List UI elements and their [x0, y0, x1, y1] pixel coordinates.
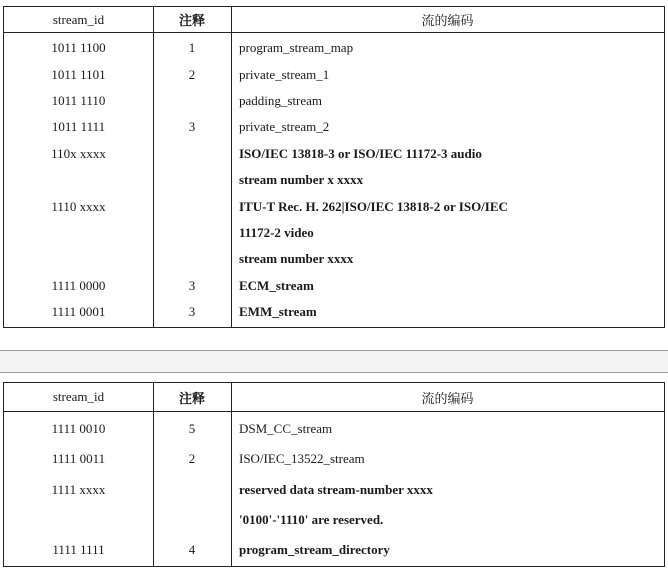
table-row — [4, 273, 664, 299]
note-cell — [153, 193, 231, 219]
table-row — [4, 505, 664, 535]
encoding-cell: ISO/IEC_13522_stream — [239, 451, 365, 467]
table-row — [4, 299, 664, 325]
stream-id-cell — [4, 246, 153, 272]
stream-id-cell: 110x xxxx — [51, 145, 106, 161]
encoding-cell: private_stream_1 — [239, 66, 330, 82]
encoding-cell: stream number xxxx — [239, 251, 354, 267]
stream-id-cell: 1011 1110 — [51, 92, 106, 108]
table-row — [4, 114, 664, 140]
stream-id-cell: 1111 0000 — [51, 277, 106, 293]
table-row — [4, 193, 664, 219]
encoding-cell: '0100'-'1110' are reserved. — [239, 512, 384, 528]
table-row — [4, 535, 664, 565]
stream-id-cell — [4, 220, 153, 246]
note-cell: 1 — [188, 40, 196, 56]
encoding-cell: private_stream_2 — [239, 119, 330, 135]
note-cell — [153, 246, 231, 272]
note-cell: 3 — [188, 119, 196, 135]
header-stream-id: stream_id — [52, 11, 105, 27]
encoding-cell: DSM_CC_stream — [239, 421, 333, 437]
note-cell — [153, 141, 231, 167]
table-row — [4, 141, 664, 167]
header-encoding: 流的编码 — [421, 13, 474, 28]
table-row — [4, 167, 664, 193]
table-row — [4, 414, 664, 444]
stream-id-cell — [4, 167, 153, 193]
stream-id-cell: 1111 0010 — [51, 421, 106, 437]
note-cell — [153, 475, 231, 505]
table-row — [4, 475, 664, 505]
stream-id-cell: 1110 xxxx — [51, 198, 106, 214]
note-cell: 3 — [188, 277, 196, 293]
stream-id-table-1 — [3, 6, 665, 328]
table-row — [4, 246, 664, 272]
note-cell: 5 — [188, 421, 196, 437]
header-note: 注释 — [178, 13, 205, 28]
note-cell — [153, 505, 231, 535]
encoding-cell: ECM_stream — [239, 277, 314, 293]
note-cell — [153, 88, 231, 114]
encoding-cell: padding_stream — [239, 92, 323, 108]
header-encoding: 流的编码 — [421, 390, 474, 406]
encoding-cell: program_stream_directory — [239, 542, 390, 558]
table-row — [4, 220, 664, 246]
encoding-cell: stream number x xxxx — [239, 172, 364, 188]
stream-id-cell: 1111 0011 — [51, 451, 106, 467]
table-header-row — [4, 383, 664, 412]
table-row — [4, 88, 664, 114]
encoding-cell: 11172-2 video — [239, 224, 314, 240]
stream-id-cell — [4, 505, 153, 535]
encoding-cell: ISO/IEC 13818-3 or ISO/IEC 11172-3 audio — [239, 145, 482, 161]
encoding-cell: program_stream_map — [239, 40, 354, 56]
note-cell: 4 — [188, 542, 196, 558]
table-row — [4, 35, 664, 61]
stream-id-table-2 — [3, 382, 665, 567]
page-break-line — [0, 350, 668, 351]
table-header-row — [4, 7, 664, 33]
header-note: 注释 — [178, 390, 205, 406]
stream-id-cell: 1011 1111 — [51, 119, 106, 135]
encoding-cell: reserved data stream-number xxxx — [239, 481, 433, 497]
stream-id-cell: 1111 1111 — [52, 542, 105, 558]
table-row — [4, 444, 664, 474]
page-break-area — [0, 350, 668, 372]
encoding-cell: ITU-T Rec. H. 262|ISO/IEC 13818-2 or ISO/IEC — [239, 198, 508, 214]
stream-id-cell: 1011 1101 — [51, 66, 106, 82]
page-break-line — [0, 372, 668, 373]
table-row — [4, 61, 664, 87]
note-cell — [153, 167, 231, 193]
note-cell: 2 — [188, 451, 196, 467]
stream-id-cell: 1111 0001 — [51, 304, 106, 320]
header-stream-id: stream_id — [52, 389, 105, 404]
note-cell: 3 — [188, 304, 196, 320]
note-cell: 2 — [188, 66, 196, 82]
stream-id-cell: 1111 xxxx — [51, 481, 106, 497]
note-cell — [153, 220, 231, 246]
stream-id-cell: 1011 1100 — [51, 40, 106, 56]
encoding-cell: EMM_stream — [239, 304, 317, 320]
